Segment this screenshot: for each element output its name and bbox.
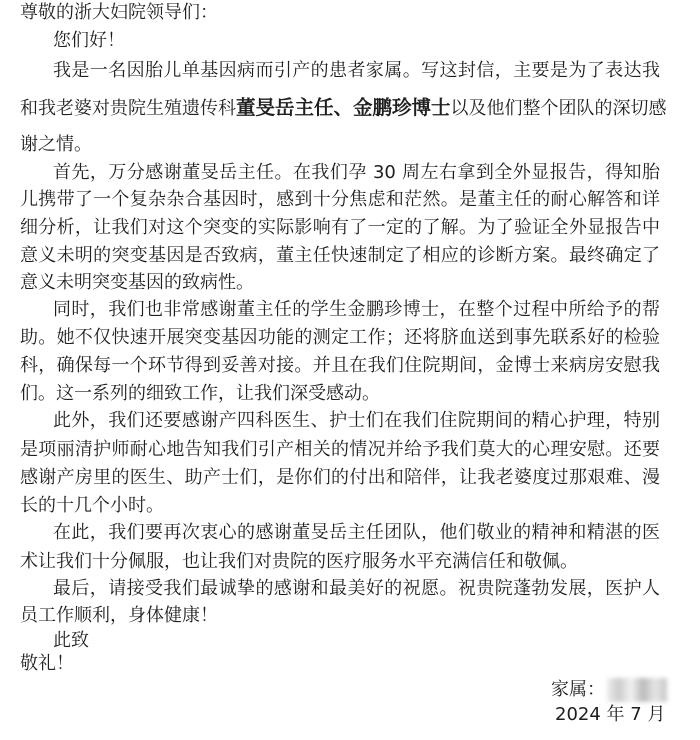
salutation: 尊敬的浙大妇院领导们：: [20, 2, 218, 23]
paragraph-1-line: 谢之情。: [20, 134, 92, 155]
paragraph-5-line: 在此，我们要再次衷心的感谢董旻岳主任团队，他们敬业的精神和精湛的医: [53, 522, 660, 543]
paragraph-3-line: 同时，我们也非常感谢董主任的学生金鹏珍博士，在整个过程中所给予的帮: [53, 299, 660, 320]
paragraph-4-line: 此外，我们还要感谢产四科医生、护士们在我们住院期间的精心护理，特别: [53, 410, 660, 431]
paragraph-3-line: 科，确保每一个环节得到妥善对接。并且在我们住院期间，金博士来病房安慰我: [20, 355, 660, 376]
paragraph-2-line: 意义未明的突变基因是否致病，董主任快速制定了相应的诊断方案。最终确定了: [20, 245, 660, 266]
paragraph-2-line: 细分析，让我们对这个突变的实际影响有了一定的了解。为了验证全外显报告中: [20, 217, 660, 238]
paragraph-4-line: 感谢产房里的医生、助产士们，是你们的付出和陪伴，让我老婆度过那艰难、漫: [20, 467, 660, 488]
signature: [551, 677, 667, 703]
paragraph-6-line: 员工作顺利，身体健康！: [20, 605, 218, 626]
paragraph-1-line: 我是一名因胎儿单基因病而引产的患者家属。写这封信，主要是为了表达我: [53, 60, 660, 81]
paragraph-4-line: 长的十几个小时。: [20, 495, 164, 516]
redacted-name: [607, 678, 667, 702]
signature-label: 家属：: [551, 679, 605, 700]
greeting: 您们好！: [53, 30, 125, 51]
text: 和我老婆对贵院生殖遗传科: [20, 98, 236, 119]
paragraph-1-line: [20, 95, 667, 121]
text: 以及他们整个团队的深切感: [450, 98, 667, 119]
paragraph-3-line: 们。这一系列的细致工作，让我们深受感动。: [20, 383, 380, 404]
paragraph-6-line: 最后，请接受我们最诚挚的感谢和最美好的祝愿。祝贵院蓬勃发展，医护人: [53, 578, 660, 599]
paragraph-2-line: 意义未明突变基因的致病性。: [20, 272, 254, 293]
closing-jing-li: 敬礼！: [20, 653, 74, 674]
closing-ci-zhi: 此致: [53, 630, 89, 651]
paragraph-4-line: 是项丽清护师耐心地告知我们引产相关的情况并给予我们莫大的心理安慰。还要: [20, 439, 660, 460]
paragraph-2-line: 首先，万分感谢董旻岳主任。在我们孕 30 周左右拿到全外显报告，得知胎: [53, 162, 660, 183]
bold-names: 董旻岳主任、金鹏珍博士: [236, 96, 451, 119]
paragraph-5-line: 术让我们十分佩服，也让我们对贵院的医疗服务水平充满信任和敬佩。: [20, 551, 578, 572]
letter-date: 2024 年 7 月: [555, 704, 666, 725]
paragraph-3-line: 助。她不仅快速开展突变基因功能的测定工作；还将脐血送到事先联系好的检验: [20, 327, 660, 348]
paragraph-2-line: 儿携带了一个复杂杂合基因时，感到十分焦虑和茫然。是董主任的耐心解答和详: [20, 189, 660, 210]
